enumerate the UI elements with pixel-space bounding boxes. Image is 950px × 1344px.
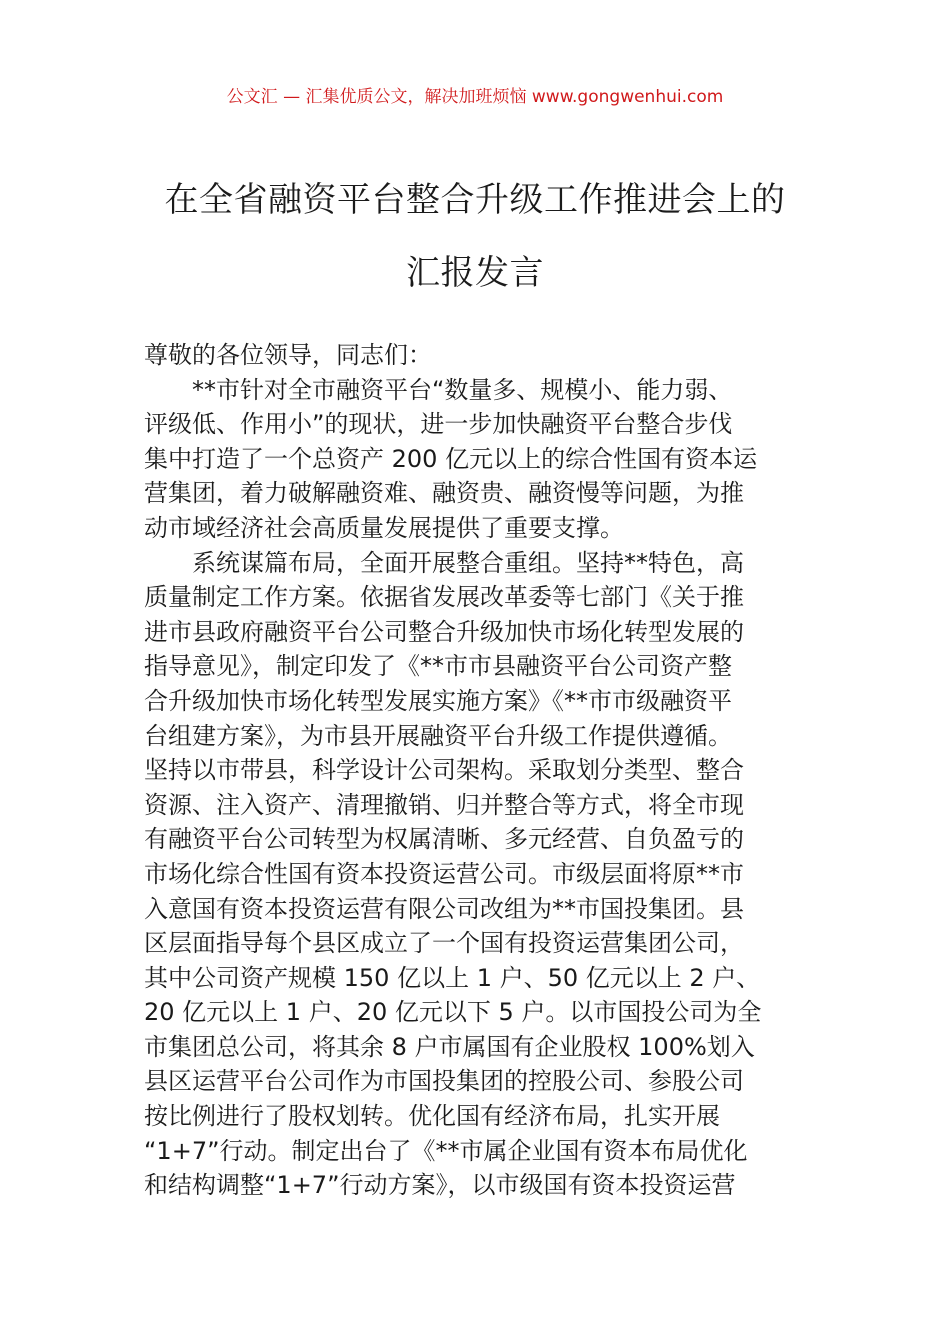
body-line: 进市县政府融资平台公司整合升级加快市场化转型发展的 (144, 617, 744, 646)
document-title-line-1: 在全省融资平台整合升级工作推进会上的 (164, 180, 786, 220)
body-line: “1+7”行动。制定出台了《**市属企业国有资本布局优化 (144, 1136, 748, 1165)
body-line: 市集团总公司，将其余 8 户市属国有企业股权 100%划入 (144, 1032, 755, 1061)
body-line: 按比例进行了股权划转。优化国有经济布局，扎实开展 (144, 1102, 720, 1131)
site-banner: 公文汇 — 汇集优质公文，解决加班烦恼 www.gongwenhui.com (226, 87, 724, 107)
body-line: 有融资平台公司转型为权属清晰、多元经营、自负盈亏的 (144, 825, 744, 854)
body-line: **市针对全市融资平台“数量多、规模小、能力弱、 (192, 375, 733, 404)
body-line: 区层面指导每个县区成立了一个国有投资运营集团公司， (144, 929, 744, 958)
body-line: 营集团，着力破解融资难、融资贵、融资慢等问题，为推 (144, 479, 744, 508)
body-line: 市场化综合性国有资本投资运营公司。市级层面将原**市 (144, 859, 744, 888)
body-line: 入意国有资本投资运营有限公司改组为**市国投集团。县 (144, 894, 744, 923)
body-line: 和结构调整“1+7”行动方案》，以市级国有资本投资运营 (144, 1171, 736, 1200)
body-line: 指导意见》，制定印发了《**市市县融资平台公司资产整 (144, 652, 732, 681)
body-line: 系统谋篇布局，全面开展整合重组。坚持**特色，高 (192, 548, 744, 577)
body-line: 台组建方案》，为市县开展融资平台升级工作提供遵循。 (144, 721, 732, 750)
body-line: 合升级加快市场化转型发展实施方案》《**市市级融资平 (144, 686, 732, 715)
body-line: 其中公司资产规模 150 亿以上 1 户、50 亿元以上 2 户、 (144, 963, 761, 992)
body-line: 动市域经济社会高质量发展提供了重要支撑。 (144, 513, 624, 542)
body-line: 资源、注入资产、清理撤销、归并整合等方式，将全市现 (144, 790, 744, 819)
document-body (144, 338, 844, 1203)
body-line: 县区运营平台公司作为市国投集团的控股公司、参股公司 (144, 1067, 744, 1096)
body-line: 20 亿元以上 1 户、20 亿元以下 5 户。以市国投公司为全 (144, 998, 762, 1027)
body-line: 集中打造了一个总资产 200 亿元以上的综合性国有资本运 (144, 444, 758, 473)
salutation: 尊敬的各位领导，同志们： (144, 341, 432, 369)
body-line: 质量制定工作方案。依据省发展改革委等七部门《关于推 (144, 583, 744, 612)
document-title-line-2: 汇报发言 (406, 253, 544, 293)
body-line: 评级低、作用小”的现状，进一步加快融资平台整合步伐 (144, 410, 733, 439)
body-line: 坚持以市带县，科学设计公司架构。采取划分类型、整合 (144, 756, 744, 785)
